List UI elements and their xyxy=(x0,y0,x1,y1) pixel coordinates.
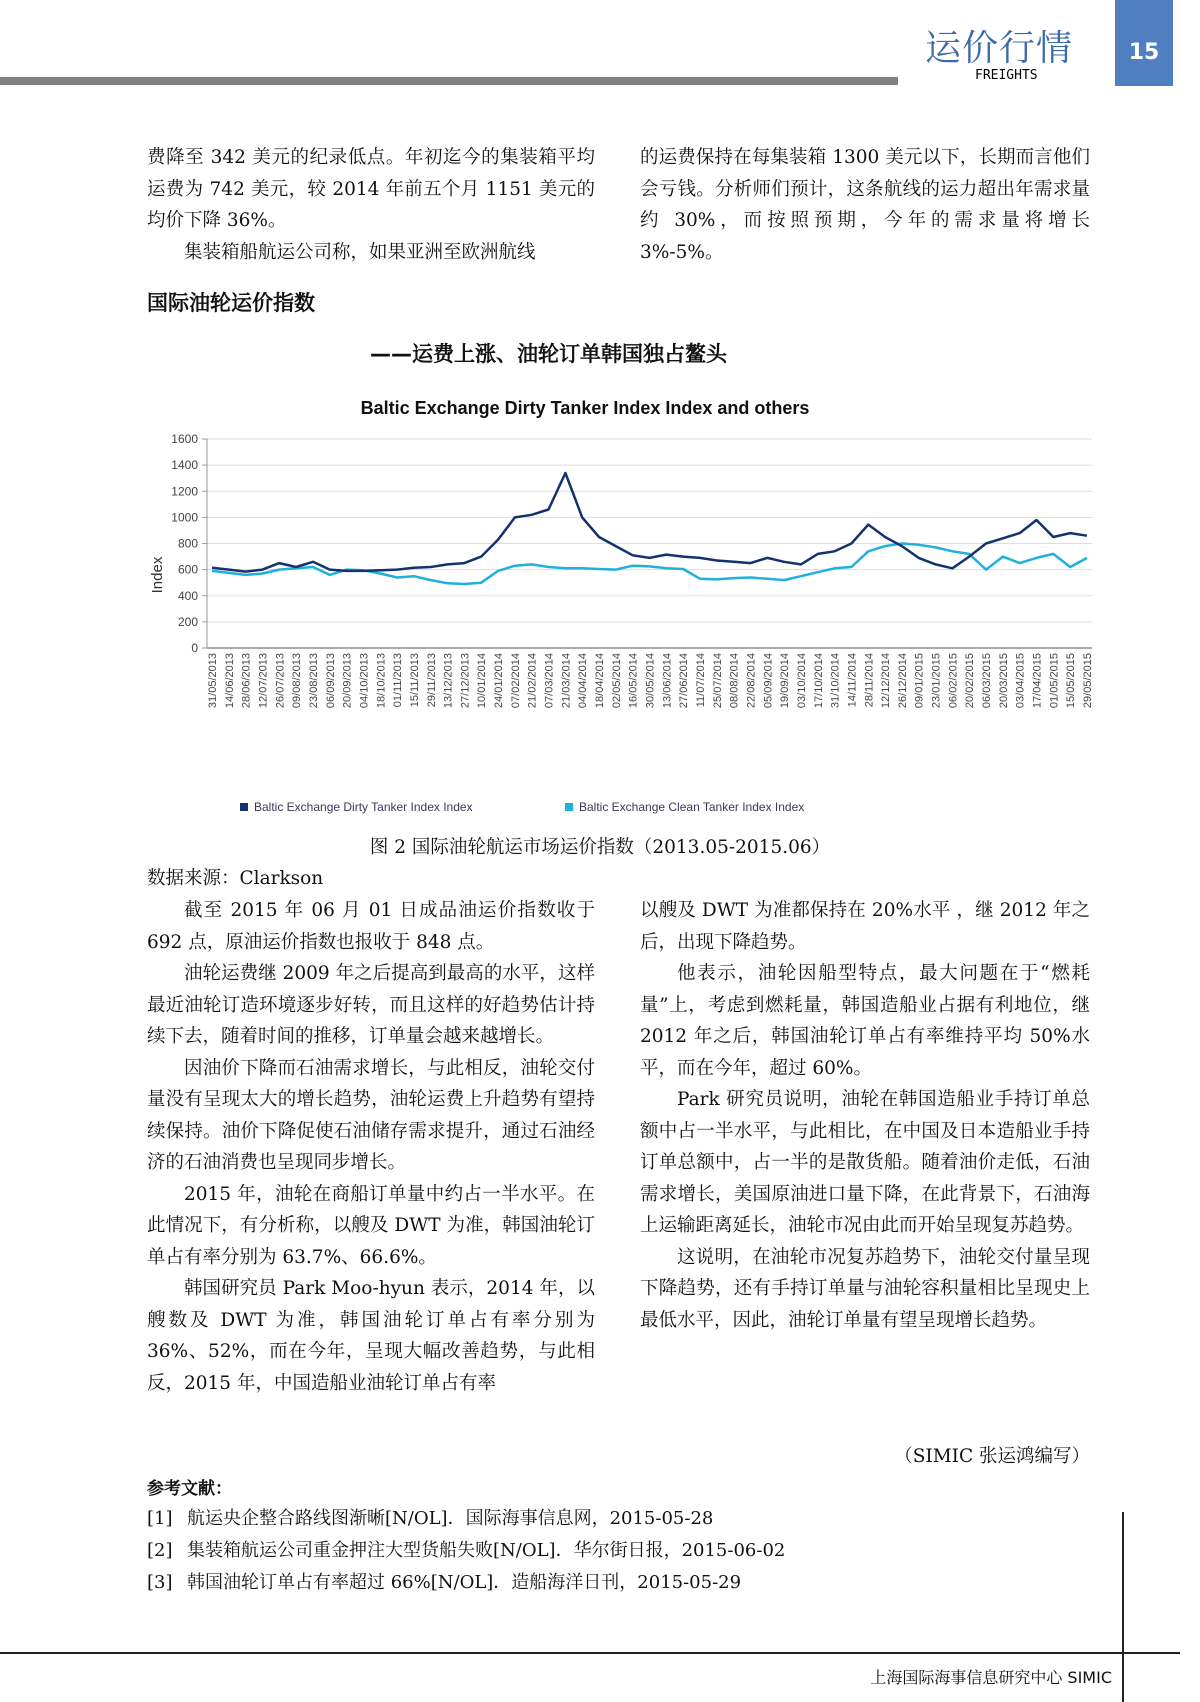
section-subtitle: ——运费上涨、油轮订单韩国独占鳌头 xyxy=(370,342,727,366)
x-tick-label: 07/03/2014 xyxy=(543,653,556,709)
y-tick-label: 600 xyxy=(177,562,198,577)
reference-text: 集装箱航运公司重金押注大型货船失败[N/OL]．华尔街日报，2015-06-02 xyxy=(187,1540,786,1561)
x-tick-label: 01/05/2015 xyxy=(1048,653,1061,709)
x-tick-label: 26/12/2014 xyxy=(896,653,909,709)
x-tick-label: 16/05/2014 xyxy=(627,653,640,709)
x-tick-label: 05/09/2014 xyxy=(762,653,775,709)
x-tick-label: 12/12/2014 xyxy=(880,653,893,709)
x-tick-label: 13/06/2014 xyxy=(661,653,674,709)
footer-rule xyxy=(0,1652,1180,1654)
x-tick-label: 23/01/2015 xyxy=(930,653,943,709)
body-right-paragraph-4: 这说明，在油轮市况复苏趋势下，油轮交付量呈现下降趋势，还有手持订单量与油轮容积量相比呈现史上最低水平，因此，油轮订单量有望呈现增长趋势。 xyxy=(640,1246,1090,1331)
chart-title: Baltic Exchange Dirty Tanker Index Index and others xyxy=(360,398,810,418)
x-tick-label: 28/06/2013 xyxy=(240,653,253,709)
page-number-badge xyxy=(1115,0,1173,86)
body-left-paragraph-4: 2015 年，油轮在商船订单量中约占一半水平。在此情况下，有分析称，以艘及 DWT 为准，韩国油轮订单占有率分别为 63.7%、66.6%。 xyxy=(147,1183,595,1268)
intro-left-column xyxy=(147,142,595,268)
section-header-title: 运价行情 xyxy=(925,28,1074,69)
chart-gridlines xyxy=(202,439,1092,648)
reference-number: [1] xyxy=(147,1508,173,1529)
reference-number: [3] xyxy=(147,1572,173,1593)
intro-right-paragraph-1: 的运费保持在每集装箱 1300 美元以下，长期而言他们会亏钱。分析师们预计，这条航线的运力超出年需求量约 30%，而按照预期，今年的需求量将增长 3%-5%。 xyxy=(640,147,1090,263)
reference-item xyxy=(147,1536,785,1562)
tanker-index-chart xyxy=(140,390,1100,830)
x-tick-label: 21/02/2014 xyxy=(526,653,539,709)
section-header-subtitle: FREIGHTS xyxy=(975,68,1038,83)
series-line-dirty-tanker xyxy=(212,473,1087,572)
x-tick-label: 12/07/2013 xyxy=(257,653,270,709)
x-tick-label: 26/07/2013 xyxy=(274,653,287,709)
x-tick-label: 03/10/2014 xyxy=(795,653,808,709)
x-tick-label: 31/10/2014 xyxy=(829,653,842,709)
x-tick-label: 20/02/2015 xyxy=(964,653,977,709)
page-number: 15 xyxy=(1128,40,1160,65)
body-right-column xyxy=(640,895,1090,1336)
reference-number: [2] xyxy=(147,1540,173,1561)
x-tick-label: 21/03/2014 xyxy=(560,653,573,709)
x-tick-label: 19/09/2014 xyxy=(779,653,792,709)
y-tick-label: 1600 xyxy=(171,432,198,446)
chart-legend xyxy=(240,800,804,814)
intro-left-paragraph-1: 费降至 342 美元的纪录低点。年初迄今的集装箱平均运费为 742 美元，较 2014 年前五个月 1151 美元的均价下降 36%。 xyxy=(147,147,595,231)
x-tick-label: 27/12/2013 xyxy=(459,653,472,709)
references-title: 参考文献： xyxy=(147,1479,232,1499)
legend-swatch-clean xyxy=(565,803,573,811)
intro-left-paragraph-2: 集装箱船航运公司称，如果亚洲至欧洲航线 xyxy=(184,241,536,263)
x-tick-label: 20/09/2013 xyxy=(341,653,354,709)
x-tick-label: 10/01/2014 xyxy=(476,653,489,709)
x-tick-label: 28/11/2014 xyxy=(863,653,876,708)
x-tick-label: 15/05/2015 xyxy=(1065,653,1078,709)
body-left-paragraph-1: 截至 2015 年 06 月 01 日成品油运价指数收于 692 点，原油运价指数也报收于 848 点。 xyxy=(147,900,595,953)
body-left-paragraph-5: 韩国研究员 Park Moo-hyun 表示，2014 年，以艘数及 DWT 为准，韩国油轮订单占有率分别为 36%、52%，而在今年，呈现大幅改善趋势，与此相反，2015 年，中国造船业油轮订单占有率 xyxy=(147,1278,595,1394)
legend-label-clean: Baltic Exchange Clean Tanker Index Index xyxy=(579,800,805,814)
x-tick-label: 13/12/2013 xyxy=(442,653,455,709)
y-tick-label: 1400 xyxy=(171,458,198,473)
x-tick-label: 29/05/2015 xyxy=(1082,653,1094,709)
x-tick-label: 29/11/2013 xyxy=(425,653,438,708)
footer-publisher: 上海国际海事信息研究中心 SIMIC xyxy=(870,1668,1112,1687)
x-tick-label: 07/02/2014 xyxy=(509,653,522,709)
x-tick-label: 03/04/2015 xyxy=(1014,653,1027,709)
reference-item xyxy=(147,1504,713,1530)
y-tick-label: 1200 xyxy=(171,484,198,499)
figure-caption: 图 2 国际油轮航运市场运价指数（2013.05-2015.06） xyxy=(369,837,831,858)
x-tick-label: 14/06/2013 xyxy=(223,653,236,709)
body-right-paragraph-3: Park 研究员说明，油轮在韩国造船业手持订单总额中占一半水平，与此相比，在中国及日本造船业手持订单总额中，占一半的是散货船。随着油价走低，石油需求增长，美国原油进口量下降，在此背景下，石油海上运输距离延长，油轮市况由此而开始呈现复苏趋势。 xyxy=(640,1089,1090,1236)
x-tick-label: 17/10/2014 xyxy=(812,653,825,709)
y-tick-label: 0 xyxy=(191,641,198,655)
x-tick-label: 04/10/2013 xyxy=(358,653,371,709)
author-credit: （SIMIC 张运鸿编写） xyxy=(894,1446,1090,1467)
x-tick-label: 06/09/2013 xyxy=(324,653,337,709)
x-tick-label: 09/01/2015 xyxy=(913,653,926,709)
chart-y-axis-label: Index xyxy=(149,556,166,594)
reference-text: 韩国油轮订单占有率超过 66%[N/OL]．造船海洋日刊，2015-05-29 xyxy=(187,1572,742,1593)
x-tick-label: 04/04/2014 xyxy=(577,653,590,709)
x-tick-label: 25/07/2014 xyxy=(711,653,724,709)
chart-series xyxy=(212,473,1087,584)
reference-item xyxy=(147,1568,741,1594)
x-tick-label: 15/11/2013 xyxy=(408,653,421,708)
reference-text: 航运央企整合路线图渐晰[N/OL]．国际海事信息网，2015-05-28 xyxy=(187,1508,714,1529)
x-tick-label: 18/10/2013 xyxy=(375,653,388,709)
legend-swatch-dirty xyxy=(240,803,248,811)
section-title: 国际油轮运价指数 xyxy=(147,291,315,315)
header-rule xyxy=(0,77,898,85)
x-tick-label: 02/05/2014 xyxy=(610,653,623,709)
body-right-paragraph-2: 他表示，油轮因船型特点，最大问题在于“燃耗量”上，考虑到燃耗量，韩国造船业占据有利地位，继 2012 年之后，韩国油轮订单占有率维持平均 50%水平，而在今年，超过 60%。 xyxy=(640,963,1090,1079)
x-tick-label: 27/06/2014 xyxy=(678,653,691,709)
x-tick-label: 22/08/2014 xyxy=(745,653,758,709)
body-right-paragraph-1: 以艘及 DWT 为准都保持在 20%水平 ，继 2012 年之后，出现下降趋势。 xyxy=(640,900,1090,953)
y-tick-label: 400 xyxy=(177,588,198,603)
x-tick-label: 23/08/2013 xyxy=(307,653,320,709)
y-tick-label: 200 xyxy=(177,614,198,629)
footer-vertical-rule xyxy=(1122,1512,1124,1702)
x-tick-label: 06/02/2015 xyxy=(947,653,960,709)
legend-label-dirty: Baltic Exchange Dirty Tanker Index Index xyxy=(254,800,473,814)
x-tick-label: 20/03/2015 xyxy=(997,653,1010,709)
x-tick-label: 24/01/2014 xyxy=(493,653,506,709)
x-tick-label: 14/11/2014 xyxy=(846,653,859,708)
x-tick-label: 30/05/2014 xyxy=(644,653,657,709)
x-tick-label: 31/05/2013 xyxy=(207,653,219,709)
x-tick-label: 11/07/2014 xyxy=(694,653,707,708)
x-tick-label: 09/08/2013 xyxy=(291,653,304,709)
x-tick-label: 18/04/2014 xyxy=(594,653,607,709)
body-left-paragraph-3: 因油价下降而石油需求增长，与此相反，油轮交付量没有呈现太大的增长趋势，油轮运费上升趋势有望持续保持。油价下降促使石油储存需求提升，通过石油经济的石油消费也呈现同步增长。 xyxy=(147,1057,595,1173)
data-source: 数据来源：Clarkson xyxy=(147,868,324,889)
x-tick-label: 17/04/2015 xyxy=(1031,653,1044,709)
intro-right-column xyxy=(640,142,1090,268)
x-tick-label: 06/03/2015 xyxy=(981,653,994,709)
y-tick-label: 1000 xyxy=(171,510,198,525)
chart-y-ticks xyxy=(171,432,198,655)
chart-x-ticks xyxy=(207,653,1094,708)
series-line-clean-tanker xyxy=(212,544,1087,585)
x-tick-label: 08/08/2014 xyxy=(728,653,741,709)
body-left-column xyxy=(147,895,595,1399)
body-left-paragraph-2: 油轮运费继 2009 年之后提高到最高的水平，这样最近油轮订造环境逐步好转，而且这样的好趋势估计持续下去，随着时间的推移，订单量会越来越增长。 xyxy=(147,963,595,1047)
y-tick-label: 800 xyxy=(177,536,198,551)
x-tick-label: 01/11/2013 xyxy=(392,653,405,708)
